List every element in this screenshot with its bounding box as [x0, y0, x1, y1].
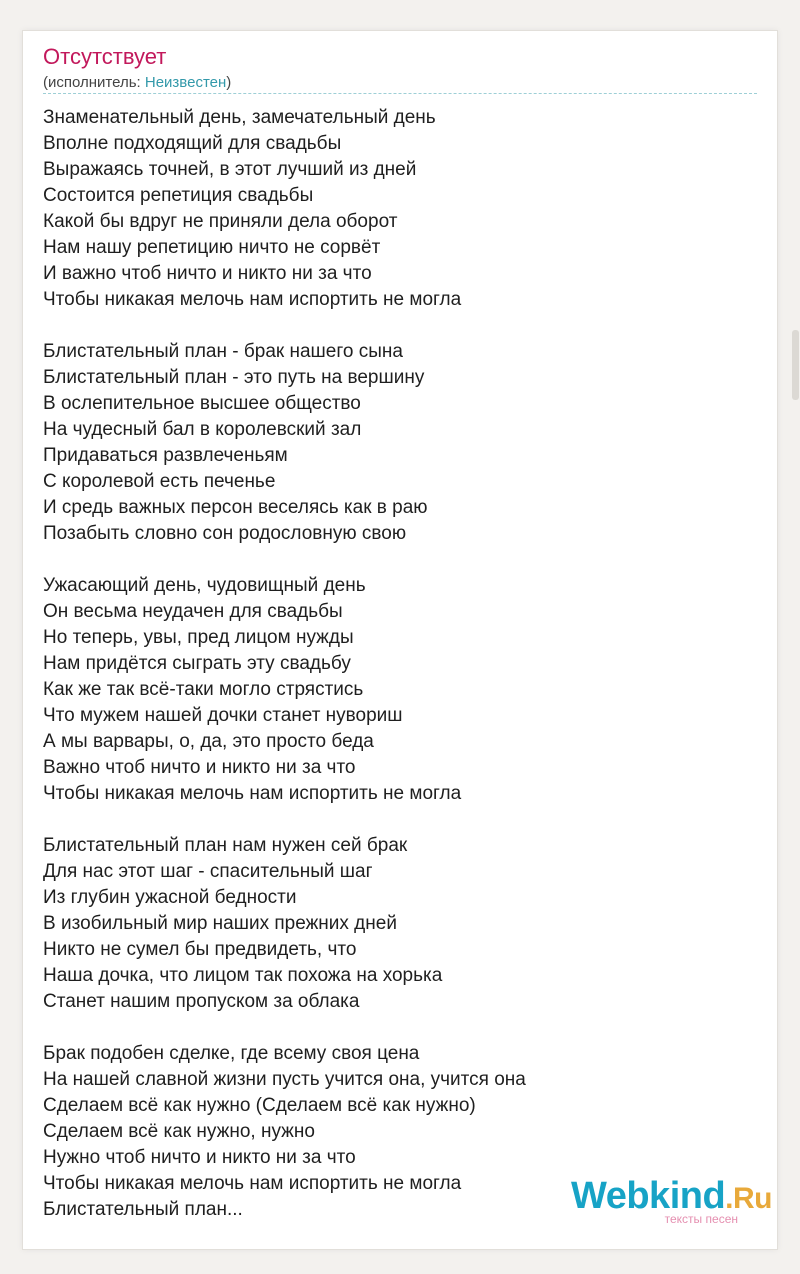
- lyrics-stanza: [43, 105, 759, 313]
- lyric-line: Из глубин ужасной бедности: [43, 887, 297, 908]
- lyric-line: Чтобы никакая мелочь нам испортить не могла: [43, 1173, 462, 1194]
- lyrics-stanza: [43, 833, 759, 1015]
- site-logo[interactable]: [571, 1176, 772, 1225]
- logo-tagline: тексты песен: [664, 1212, 738, 1226]
- lyric-line: В ослепительное высшее общество: [43, 393, 361, 414]
- lyrics-body: [43, 105, 759, 1249]
- artist-link[interactable]: Неизвестен: [144, 74, 227, 91]
- lyric-line: Чтобы никакая мелочь нам испортить не могла: [43, 783, 462, 804]
- lyrics-stanza: [43, 573, 759, 807]
- lyric-line: Наша дочка, что лицом так похожа на хорька: [43, 965, 443, 986]
- lyric-line: Чтобы никакая мелочь нам испортить не могла: [43, 289, 462, 310]
- lyric-line: Придаваться развлеченьям: [43, 445, 288, 466]
- song-title: Отсутствует: [43, 44, 167, 69]
- lyric-line: И средь важных персон веселясь как в раю: [43, 497, 428, 518]
- lyric-line: Нужно чтоб ничто и никто ни за что: [43, 1147, 356, 1168]
- scrollbar-thumb[interactable]: [792, 330, 799, 400]
- lyric-line: В изобильный мир наших прежних дней: [43, 913, 397, 934]
- lyric-line: Какой бы вдруг не приняли дела оборот: [43, 211, 398, 232]
- lyric-line: Сделаем всё как нужно, нужно: [43, 1121, 315, 1142]
- lyric-line: На чудесный бал в королевский зал: [43, 419, 362, 440]
- lyric-line: Вполне подходящий для свадьбы: [43, 133, 342, 154]
- lyric-line: Для нас этот шаг - спасительный шаг: [43, 861, 373, 882]
- lyric-line: А мы варвары, о, да, это просто беда: [43, 731, 374, 752]
- logo-brand: Webkind: [571, 1175, 726, 1217]
- lyrics-stanza: [43, 339, 759, 547]
- lyrics-card: [22, 30, 778, 1250]
- artist-prefix: (исполнитель:: [43, 74, 145, 91]
- logo-tld: .Ru: [725, 1182, 772, 1215]
- title-divider: [43, 93, 757, 94]
- lyric-line: Как же так всё-таки могло стрястись: [43, 679, 364, 700]
- lyric-line: Знаменательный день, замечательный день: [43, 107, 436, 128]
- lyric-line: Выражаясь точней, в этот лучший из дней: [43, 159, 417, 180]
- lyric-line: Блистательный план...: [43, 1199, 243, 1220]
- lyric-line: Нам придётся сыграть эту свадьбу: [43, 653, 351, 674]
- scrollbar[interactable]: [791, 0, 800, 1274]
- lyric-line: И важно чтоб ничто и никто ни за что: [43, 263, 372, 284]
- lyric-line: Ужасающий день, чудовищный день: [43, 575, 366, 596]
- lyric-line: Блистательный план - брак нашего сына: [43, 341, 403, 362]
- lyric-line: Что мужем нашей дочки станет нувориш: [43, 705, 403, 726]
- lyric-line: Станет нашим пропуском за облака: [43, 991, 360, 1012]
- lyric-line: Брак подобен сделке, где всему своя цена: [43, 1043, 420, 1064]
- lyric-line: Он весьма неудачен для свадьбы: [43, 601, 343, 622]
- lyric-line: Блистательный план - это путь на вершину: [43, 367, 425, 388]
- lyric-line: Нам нашу репетицию ничто не сорвёт: [43, 237, 381, 258]
- lyric-line: Сделаем всё как нужно (Сделаем всё как нужно): [43, 1095, 476, 1116]
- lyric-line: Важно чтоб ничто и никто ни за что: [43, 757, 356, 778]
- artist-suffix: ): [226, 74, 232, 91]
- lyric-line: Позабыть словно сон родословную свою: [43, 523, 407, 544]
- lyric-line: Но теперь, увы, пред лицом нужды: [43, 627, 354, 648]
- lyric-line: С королевой есть печенье: [43, 471, 276, 492]
- lyric-line: На нашей славной жизни пусть учится она, учится она: [43, 1069, 526, 1090]
- lyric-line: Блистательный план нам нужен сей брак: [43, 835, 408, 856]
- artist-line: [43, 73, 231, 93]
- lyric-line: Состоится репетиция свадьбы: [43, 185, 314, 206]
- lyric-line: Никто не сумел бы предвидеть, что: [43, 939, 357, 960]
